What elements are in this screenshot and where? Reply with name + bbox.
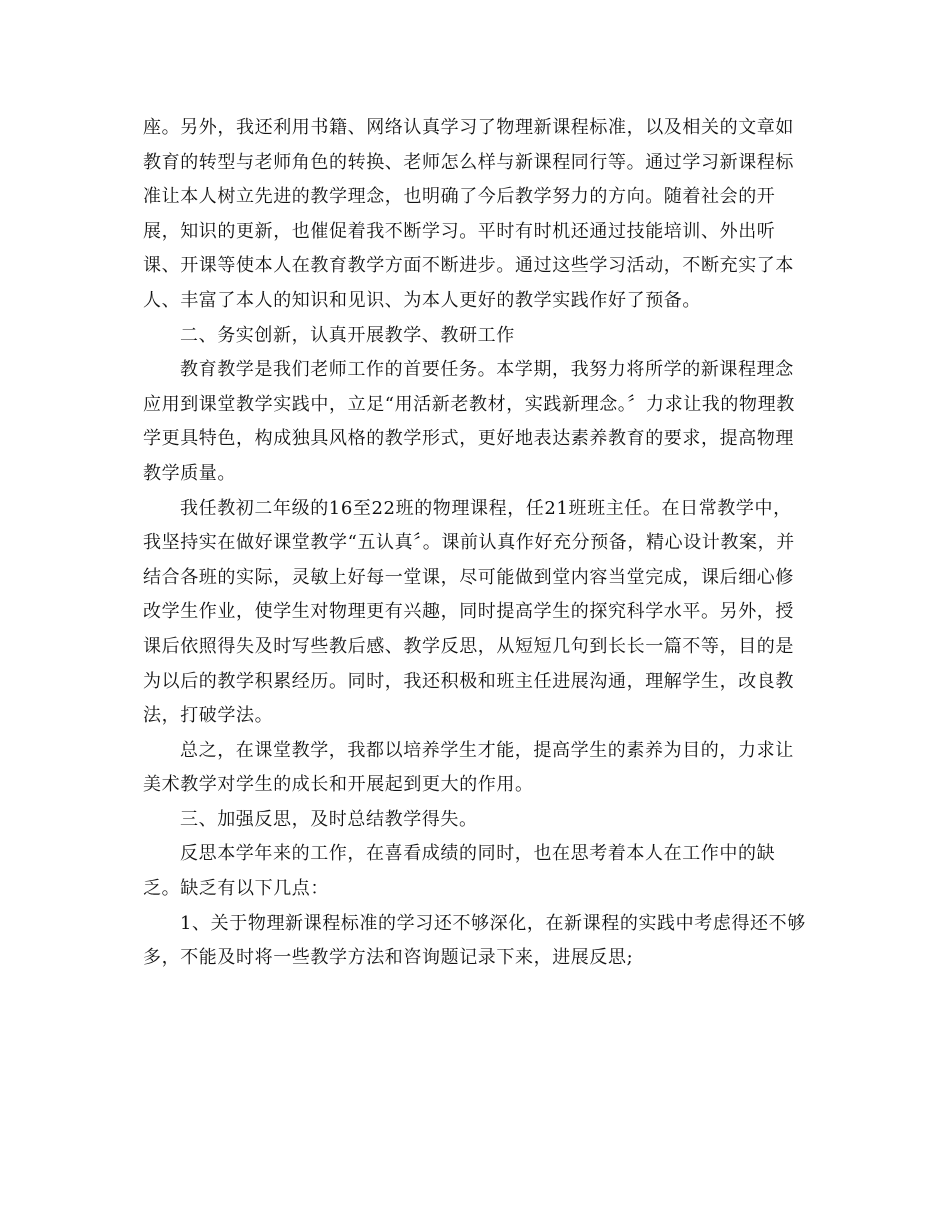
text-line: 应用到课堂教学实践中，立足“用活新老教材，实践新理念。〞力求让我的物理教 <box>143 393 795 415</box>
text-line: 教育教学是我们老师工作的首要任务。本学期，我努力将所学的新课程理念 <box>180 359 794 381</box>
text-line: 总之，在课堂教学，我都以培养学生才能，提高学生的素养为目的，力求让 <box>180 739 794 761</box>
text-line: 座。另外，我还利用书籍、网络认真学习了物理新课程标准，以及相关的文章如 <box>143 117 794 138</box>
text-line: 展，知识的更新，也催促着我不断学习。平时有时机还通过技能培训、外出听 <box>143 220 776 242</box>
text-line: 改学生作业，使学生对物理更有兴趣，同时提高学生的探究科学水平。另外，授 <box>143 601 794 623</box>
text-line: 准让本人树立先进的教学理念，也明确了今后教学努力的方向。随着社会的开 <box>143 186 776 208</box>
text-line: 乏。缺乏有以下几点： <box>143 878 329 900</box>
text-line: 反思本学年来的工作，在喜看成绩的同时，也在思考着本人在工作中的缺 <box>180 843 776 865</box>
text-line: 教育的转型与老师角色的转换、老师怎么样与新课程同行等。通过学习新课程标 <box>143 151 794 173</box>
text-line: 美术教学对学生的成长和开展起到更大的作用。 <box>143 774 534 796</box>
text-line: 我坚持实在做好课堂教学“五认真〞。课前认真作好充分预备，精心设计教案，并 <box>143 532 795 554</box>
section-heading: 三、加强反思，及时总结教学得失。 <box>180 808 478 830</box>
text-line: 人、丰富了本人的知识和见识、为本人更好的教学实践作好了预备。 <box>143 289 701 311</box>
text-line: 多，不能及时将一些教学方法和咨询题记录下来，进展反思; <box>143 947 634 969</box>
text-line: 学更具特色，构成独具风格的教学形式，更好地表达素养教育的要求，提高物理 <box>143 428 794 450</box>
text-line: 教学质量。 <box>143 462 236 484</box>
text-line: 结合各班的实际，灵敏上好每一堂课，尽可能做到堂内容当堂完成，课后细心修 <box>143 566 794 588</box>
text-line: 法，打破学法。 <box>143 705 274 727</box>
document-body <box>143 111 808 976</box>
section-heading: 二、务实创新，认真开展教学、教研工作 <box>180 324 515 346</box>
text-line: 课、开课等使本人在教育教学方面不断进步。通过这些学习活动，不断充实了本 <box>143 255 794 277</box>
text-line: 我任教初二年级的16至22班的物理课程，任21班班主任。在日常教学中， <box>180 497 792 519</box>
text-line: 为以后的教学积累经历。同时，我还积极和班主任进展沟通，理解学生，改良教 <box>143 670 794 692</box>
text-line: 课后依照得失及时写些教后感、教学反思，从短短几句到长长一篇不等，目的是 <box>143 635 794 657</box>
list-item: 1、关于物理新课程标准的学习还不够深化，在新课程的实践中考虑得还不够 <box>180 912 806 934</box>
